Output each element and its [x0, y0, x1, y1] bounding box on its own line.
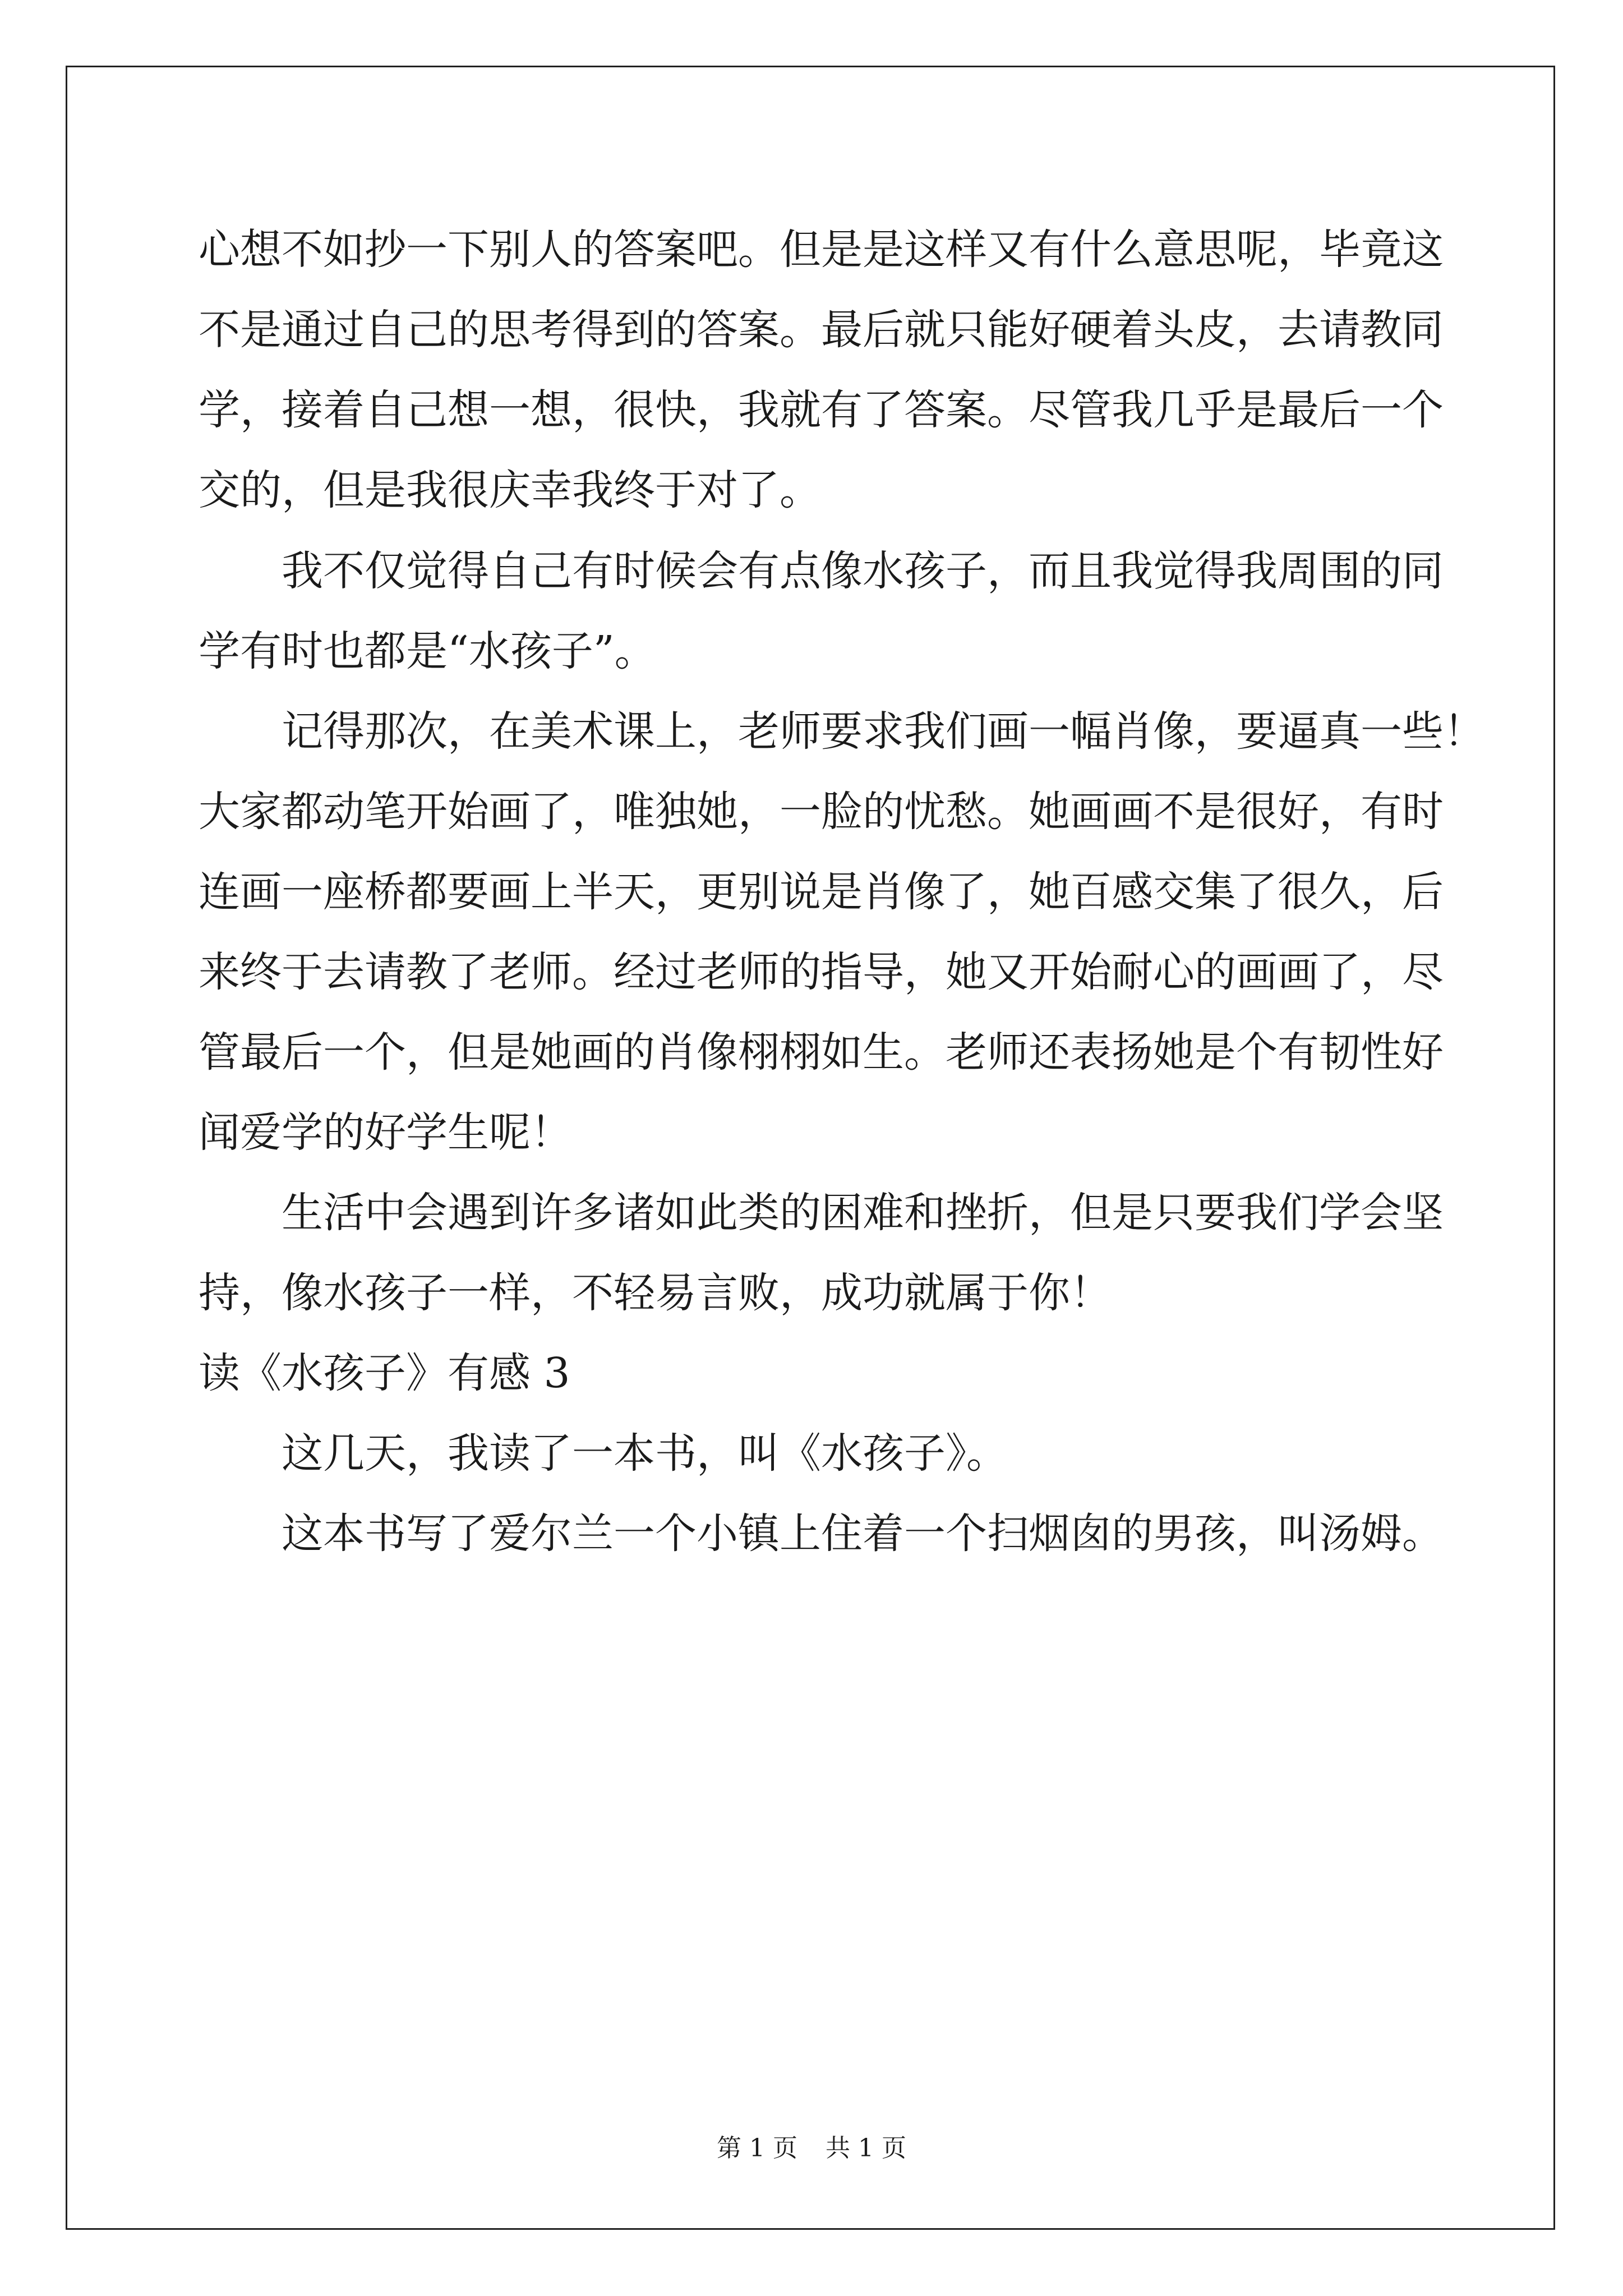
text-line: 管最后一个，但是她画的肖像栩栩如生。老师还表扬她是个有韧性好: [199, 1028, 1444, 1076]
text-line: 这几天，我读了一本书，叫《水孩子》。: [282, 1429, 1008, 1478]
text-line: 连画一座桥都要画上半天，更别说是肖像了，她百感交集了很久，后: [199, 868, 1444, 916]
text-line: 不是通过自己的思考得到的答案。最后就只能好硬着头皮，去请教同: [199, 306, 1444, 354]
text-line: 记得那次，在美术课上，老师要求我们画一幅肖像，要逼真一些！: [282, 707, 1485, 756]
text-line: 生活中会遇到许多诸如此类的困难和挫折，但是只要我们学会坚: [282, 1189, 1444, 1237]
page-footer: [0, 2132, 1623, 2165]
text-line: 心想不如抄一下别人的答案吧。但是是这样又有什么意思呢，毕竟这: [199, 226, 1444, 274]
text-line: 这本书写了爱尔兰一个小镇上住着一个扫烟囱的男孩，叫汤姆。: [282, 1510, 1444, 1558]
text-line: 持，像水孩子一样，不轻易言败，成功就属于你！: [199, 1269, 1112, 1317]
section-heading: 读《水孩子》有感 3: [199, 1349, 570, 1397]
text-line: 我不仅觉得自己有时候会有点像水孩子，而且我觉得我周围的同: [282, 547, 1444, 595]
text-line: 来终于去请教了老师。经过老师的指导，她又开始耐心的画画了，尽: [199, 948, 1444, 996]
text-line: 交的，但是我很庆幸我终于对了。: [199, 466, 821, 514]
page-number: 第 1 页: [717, 2134, 797, 2162]
text-line: 学，接着自己想一想，很快，我就有了答案。尽管我几乎是最后一个: [199, 386, 1444, 434]
text-line: 大家都动笔开始画了，唯独她，一脸的忧愁。她画画不是很好，有时: [199, 788, 1444, 836]
text-line: 学有时也都是“水孩子”。: [199, 627, 656, 675]
text-line: 闻爱学的好学生呢！: [199, 1108, 572, 1157]
total-pages: 共 1 页: [826, 2134, 906, 2162]
